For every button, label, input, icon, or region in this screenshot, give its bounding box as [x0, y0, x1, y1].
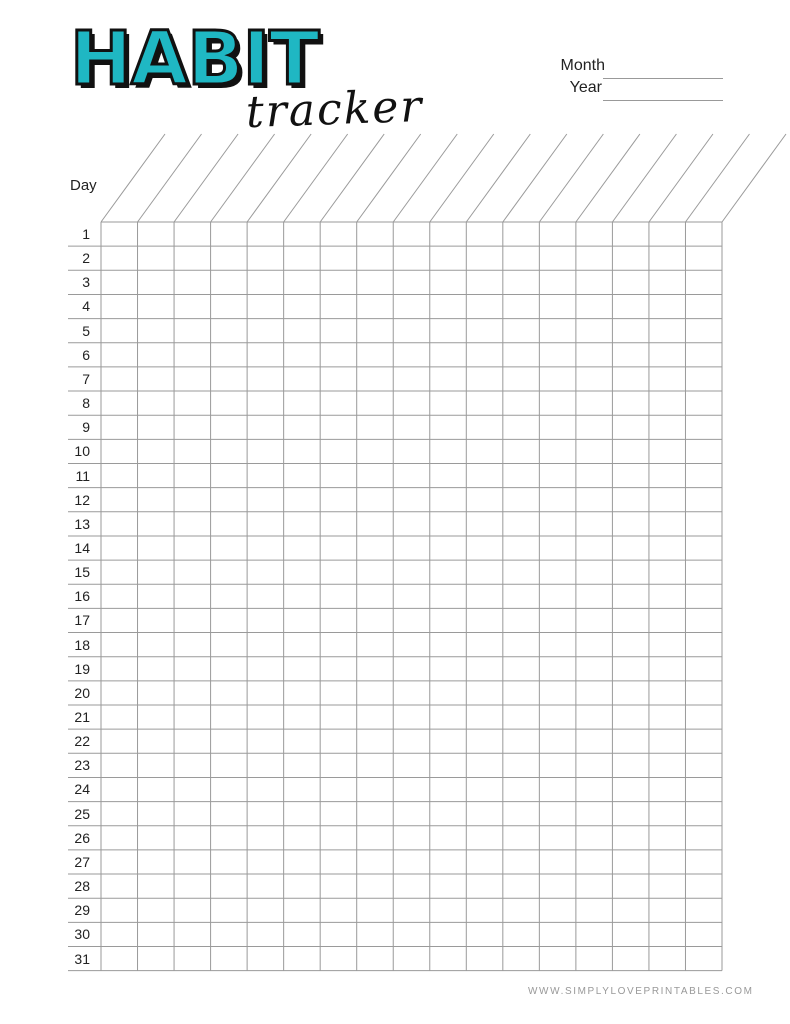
website-credit: WWW.SIMPLYLOVEPRINTABLES.COM [528, 986, 754, 997]
day-number: 23 [74, 757, 90, 774]
day-number: 12 [74, 491, 90, 508]
day-number: 18 [74, 636, 90, 653]
day-number: 3 [82, 274, 90, 291]
slanted-header-line [466, 134, 530, 222]
day-number: 27 [74, 853, 90, 870]
day-number: 28 [74, 878, 90, 895]
day-number: 9 [82, 419, 90, 436]
slanted-header-line [393, 134, 457, 222]
slanted-header-line [101, 134, 165, 222]
day-number: 1 [82, 226, 90, 242]
day-column-label: Day [70, 177, 97, 194]
slanted-header-line [320, 134, 384, 222]
slanted-header-line [138, 134, 202, 222]
day-number: 15 [74, 564, 90, 581]
day-number: 29 [74, 902, 90, 919]
slanted-header-line [539, 134, 603, 222]
day-number: 25 [74, 805, 90, 822]
slanted-header-line [576, 134, 640, 222]
day-number: 20 [74, 684, 90, 701]
day-number: 30 [74, 926, 90, 943]
day-number: 22 [74, 733, 90, 750]
day-number: 4 [82, 298, 90, 315]
slanted-header-line [284, 134, 348, 222]
slanted-header-line [174, 134, 238, 222]
day-number: 2 [82, 250, 90, 267]
slanted-header-line [685, 134, 749, 222]
day-number: 11 [75, 467, 90, 484]
day-number: 19 [74, 660, 90, 677]
day-number: 6 [82, 346, 90, 363]
month-label: Month [560, 57, 605, 74]
day-number: 24 [74, 781, 90, 798]
slanted-header-line [357, 134, 421, 222]
day-number: 21 [74, 709, 90, 725]
day-number: 5 [82, 322, 90, 339]
slanted-header-line [612, 134, 676, 222]
slanted-header-line [649, 134, 713, 222]
day-number: 13 [74, 515, 90, 532]
slanted-header-line [211, 134, 275, 222]
slanted-header-line [722, 134, 786, 222]
day-number: 16 [74, 588, 90, 605]
day-number: 31 [74, 950, 90, 967]
slanted-header-line [430, 134, 494, 222]
day-number: 26 [74, 829, 90, 846]
logo-title: HABIT [70, 16, 319, 102]
slanted-header-line [247, 134, 311, 222]
logo-subtitle: tracker [245, 80, 425, 139]
day-number: 17 [74, 612, 90, 629]
day-number: 14 [74, 539, 90, 556]
year-label: Year [569, 79, 602, 96]
day-number: 8 [82, 395, 90, 412]
slanted-header-line [503, 134, 567, 222]
day-number: 7 [82, 370, 90, 387]
day-number: 10 [74, 443, 90, 460]
